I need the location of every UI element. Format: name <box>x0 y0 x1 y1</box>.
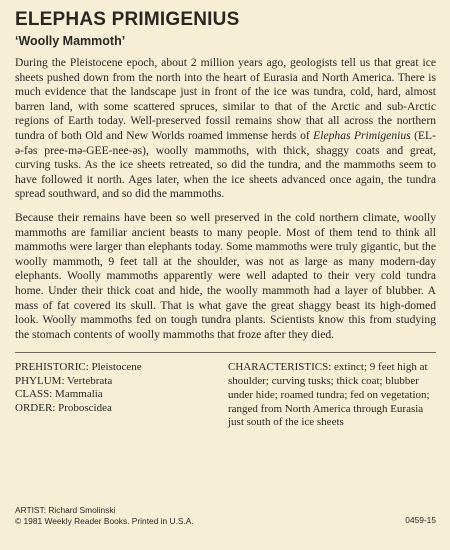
characteristics-text: CHARACTERISTICS: extinct; 9 feet high at shoulder; curving tusks; thick coat; blubber under hide; roamed tundra; fed on vegetation; ranged from North America through Eurasia just south of the ice sheets <box>228 361 430 429</box>
classification-list <box>15 361 220 430</box>
copyright-notice: © 1981 Weekly Reader Books. Printed in U.S.A. <box>15 516 194 526</box>
fact-order: ORDER: Proboscidea <box>15 402 112 415</box>
fact-phylum: PHYLUM: Vertebrata <box>15 374 113 387</box>
body-paragraph-2: Because their remains have been so well preserved in the cold northern climate, woolly mammoths are familiar ancient beasts to many people. Most of them tend to think all mammoths were larger than elephants today. Some mammoths were truly gigantic, but the woolly mammoth, 9 feet tall at the shoulder, was not as large as many modern-day elephants. Woolly mammoths apparently were well adapted to their very cold tundra home. Under their thick coat and hide, the woolly mammoth had a layer of blubber. A mass of fat covered its skull. That is what gave the great shaggy beast its high-domed look. Woolly mammoths fed on tough tundra plants. Scientists know this from studying the stomach contents of woolly mammoths that froze after they died. <box>15 210 436 341</box>
characteristics-block <box>228 361 436 430</box>
card-code: 0459-15 <box>405 515 436 525</box>
card-title: ELEPHAS PRIMIGENIUS <box>15 9 240 30</box>
card-subtitle: ‘Woolly Mammoth’ <box>15 34 126 48</box>
body-paragraph-1 <box>15 56 436 202</box>
fact-class: CLASS: Mammalia <box>15 388 103 401</box>
divider <box>15 352 436 353</box>
species-name-italic: Elephas Primigenius <box>313 128 411 142</box>
artist-credit: ARTIST: Richard Smolinski <box>15 505 116 515</box>
facts-section <box>15 361 436 430</box>
credits <box>15 505 194 527</box>
para1-text-start: During the Pleistocene epoch, about 2 million years ago, geologists tell us that great ice sheets pushed down from the north into the heart of Eurasia and North America. There is much evidence that the landscape just in front of the ice was tundra, cold, hard, almost barren land, with some scattered spruces, similar to that of the Arctic and sub-Arctic regions of Earth today. Well-preserved fossil remains show that all across the northern tundra of both Old and New Worlds roamed immense herds of <box>15 56 436 142</box>
para1-text-end: (EL-ə-fəs pree-mə-GEE-nee-əs), woolly mammoths, with thick, shaggy coats and great, curving tusks. As the ice sheets retreated, so did the tundra, and the mammoths seem to have followed it north. Ages later, when the ice sheets advanced once again, the tundra spread southward, and so did the mammoths. <box>15 128 436 201</box>
fact-prehistoric: PREHISTORIC: Pleistocene <box>15 361 142 374</box>
card-footer <box>15 505 436 527</box>
